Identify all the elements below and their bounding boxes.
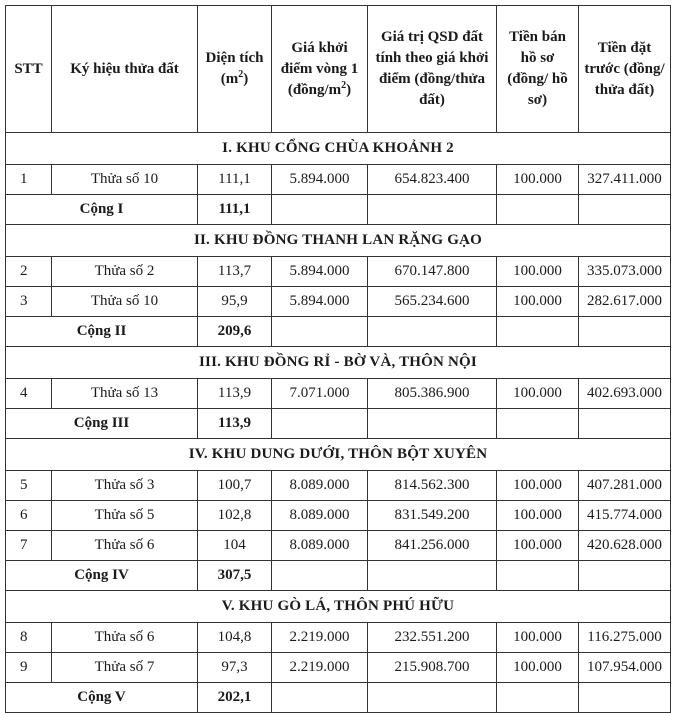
cell-price: 5.894.000 — [272, 287, 368, 317]
section-total-row — [6, 683, 671, 713]
empty-cell — [497, 561, 579, 591]
table-row — [6, 379, 671, 409]
total-area: 307,5 — [198, 561, 272, 591]
table-row — [6, 623, 671, 653]
total-label: Cộng V — [6, 683, 198, 713]
cell-parcel: Thửa số 6 — [52, 623, 198, 653]
header-stt: STT — [6, 6, 52, 133]
table-row — [6, 531, 671, 561]
section-title: II. KHU ĐỒNG THANH LAN RẶNG GẠO — [6, 225, 671, 257]
empty-cell — [272, 409, 368, 439]
cell-area: 102,8 — [198, 501, 272, 531]
cell-deposit: 282.617.000 — [579, 287, 671, 317]
cell-price: 8.089.000 — [272, 471, 368, 501]
empty-cell — [368, 683, 497, 713]
cell-value: 805.386.900 — [368, 379, 497, 409]
header-tien-dat-truoc: Tiền đặt trước (đồng/ thửa đất) — [579, 6, 671, 133]
cell-stt: 6 — [6, 501, 52, 531]
section-header-row — [6, 591, 671, 623]
header-dien-tich: Diện tích $(m^2)$ — [198, 6, 272, 133]
cell-area: 100,7 — [198, 471, 272, 501]
cell-fee: 100.000 — [497, 531, 579, 561]
cell-deposit: 107.954.000 — [579, 653, 671, 683]
total-area: 209,6 — [198, 317, 272, 347]
header-row — [6, 6, 671, 133]
section-title: III. KHU ĐỒNG RỈ - BỜ VÀ, THÔN NỘI — [6, 347, 671, 379]
empty-cell — [497, 195, 579, 225]
cell-deposit: 402.693.000 — [579, 379, 671, 409]
cell-fee: 100.000 — [497, 257, 579, 287]
cell-area: 97,3 — [198, 653, 272, 683]
cell-deposit: 327.411.000 — [579, 165, 671, 195]
cell-value: 565.234.600 — [368, 287, 497, 317]
section-header-row — [6, 347, 671, 379]
empty-cell — [497, 409, 579, 439]
section-total-row — [6, 409, 671, 439]
cell-area: 104,8 — [198, 623, 272, 653]
header-tien-ban-ho-so: Tiền bán hồ sơ (đồng/ hồ sơ) — [497, 6, 579, 133]
cell-stt: 3 — [6, 287, 52, 317]
total-label: Cộng I — [6, 195, 198, 225]
cell-parcel: Thửa số 5 — [52, 501, 198, 531]
table-row — [6, 471, 671, 501]
section-title: I. KHU CỔNG CHÙA KHOẢNH 2 — [6, 133, 671, 165]
empty-cell — [272, 195, 368, 225]
cell-stt: 4 — [6, 379, 52, 409]
empty-cell — [579, 683, 671, 713]
cell-parcel: Thửa số 2 — [52, 257, 198, 287]
cell-fee: 100.000 — [497, 653, 579, 683]
cell-area: 95,9 — [198, 287, 272, 317]
cell-fee: 100.000 — [497, 471, 579, 501]
cell-fee: 100.000 — [497, 165, 579, 195]
cell-fee: 100.000 — [497, 623, 579, 653]
cell-stt: 7 — [6, 531, 52, 561]
cell-deposit: 420.628.000 — [579, 531, 671, 561]
section-header-row — [6, 133, 671, 165]
cell-price: 5.894.000 — [272, 165, 368, 195]
total-label: Cộng III — [6, 409, 198, 439]
cell-area: 113,7 — [198, 257, 272, 287]
section-total-row — [6, 195, 671, 225]
cell-parcel: Thửa số 6 — [52, 531, 198, 561]
empty-cell — [579, 561, 671, 591]
table-body — [6, 133, 671, 713]
empty-cell — [368, 317, 497, 347]
empty-cell — [272, 317, 368, 347]
cell-stt: 1 — [6, 165, 52, 195]
table-header — [6, 6, 671, 133]
cell-fee: 100.000 — [497, 379, 579, 409]
cell-value: 215.908.700 — [368, 653, 497, 683]
table-row — [6, 257, 671, 287]
section-title: IV. KHU DUNG DƯỚI, THÔN BỘT XUYÊN — [6, 439, 671, 471]
cell-stt: 9 — [6, 653, 52, 683]
cell-area: 111,1 — [198, 165, 272, 195]
cell-value: 232.551.200 — [368, 623, 497, 653]
header-gia-tri-qsd: Giá trị QSD đất tính theo giá khởi điểm (đồng/thửa đất) — [368, 6, 497, 133]
cell-deposit: 415.774.000 — [579, 501, 671, 531]
empty-cell — [497, 683, 579, 713]
cell-stt: 5 — [6, 471, 52, 501]
empty-cell — [368, 561, 497, 591]
total-label: Cộng II — [6, 317, 198, 347]
cell-stt: 8 — [6, 623, 52, 653]
empty-cell — [368, 409, 497, 439]
cell-deposit: 407.281.000 — [579, 471, 671, 501]
cell-parcel: Thửa số 3 — [52, 471, 198, 501]
cell-fee: 100.000 — [497, 501, 579, 531]
cell-parcel: Thửa số 10 — [52, 165, 198, 195]
cell-price: 2.219.000 — [272, 653, 368, 683]
header-gia-khoi-diem: Giá khởi điểm vòng 1 $(đồng/m^2)$ — [272, 6, 368, 133]
cell-value: 670.147.800 — [368, 257, 497, 287]
cell-deposit: 335.073.000 — [579, 257, 671, 287]
total-area: 111,1 — [198, 195, 272, 225]
cell-price: 5.894.000 — [272, 257, 368, 287]
cell-stt: 2 — [6, 257, 52, 287]
cell-price: 2.219.000 — [272, 623, 368, 653]
empty-cell — [272, 561, 368, 591]
empty-cell — [368, 195, 497, 225]
cell-value: 814.562.300 — [368, 471, 497, 501]
cell-fee: 100.000 — [497, 287, 579, 317]
empty-cell — [579, 317, 671, 347]
table-row — [6, 287, 671, 317]
total-label: Cộng IV — [6, 561, 198, 591]
table-row — [6, 501, 671, 531]
cell-price: 8.089.000 — [272, 531, 368, 561]
cell-price: 8.089.000 — [272, 501, 368, 531]
empty-cell — [579, 409, 671, 439]
total-area: 202,1 — [198, 683, 272, 713]
section-header-row — [6, 439, 671, 471]
section-header-row — [6, 225, 671, 257]
empty-cell — [497, 317, 579, 347]
cell-deposit: 116.275.000 — [579, 623, 671, 653]
section-title: V. KHU GÒ LÁ, THÔN PHÚ HỮU — [6, 591, 671, 623]
section-total-row — [6, 317, 671, 347]
cell-parcel: Thửa số 13 — [52, 379, 198, 409]
empty-cell — [579, 195, 671, 225]
cell-price: 7.071.000 — [272, 379, 368, 409]
cell-parcel: Thửa số 7 — [52, 653, 198, 683]
table-row — [6, 653, 671, 683]
total-area: 113,9 — [198, 409, 272, 439]
cell-value: 831.549.200 — [368, 501, 497, 531]
table-row — [6, 165, 671, 195]
cell-area: 113,9 — [198, 379, 272, 409]
section-total-row — [6, 561, 671, 591]
cell-area: 104 — [198, 531, 272, 561]
empty-cell — [272, 683, 368, 713]
land-auction-table — [5, 5, 671, 713]
cell-value: 841.256.000 — [368, 531, 497, 561]
cell-value: 654.823.400 — [368, 165, 497, 195]
header-ky-hieu: Ký hiệu thửa đất — [52, 6, 198, 133]
cell-parcel: Thửa số 10 — [52, 287, 198, 317]
